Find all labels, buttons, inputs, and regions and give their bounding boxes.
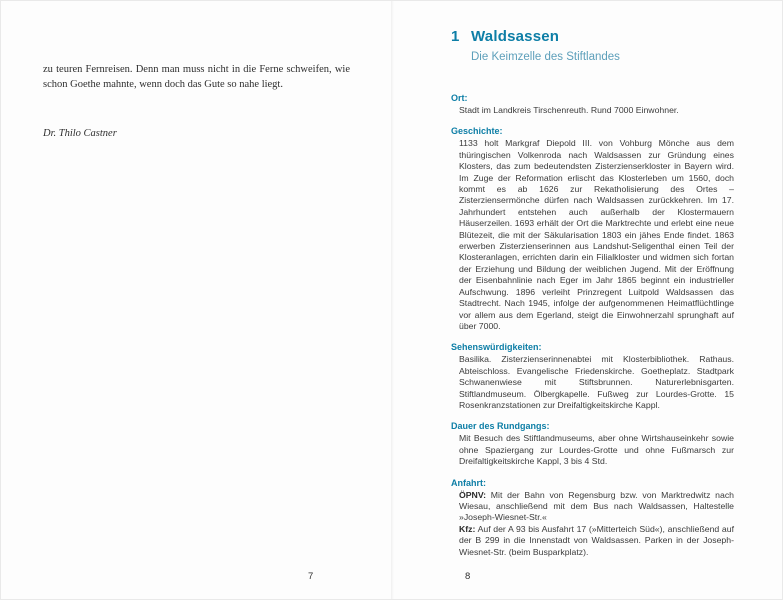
- section-sehenswuerdigkeiten: [451, 342, 734, 411]
- anfahrt-oepnv: [459, 490, 734, 524]
- chapter-title: Waldsassen: [471, 28, 560, 45]
- foreword-text: zu teuren Fernreisen. Denn man muss nicht in die Ferne schweifen, wie schon Goethe mahnte, wenn doch das Gute so nahe liegt.: [43, 64, 350, 90]
- chapter-subtitle: Die Keimzelle des Stiftlandes: [471, 51, 620, 63]
- section-geschichte-text: 1133 holt Markgraf Diepold III. von Vohburg Mönche aus dem thüringischen Volkenroda nach Waldsassen zur Gründung eines Klosters, das zum bedeutendsten Zisterzienserkloster in Bayern wird. Im Zuge der Reformation erlischt das Klosterleben um 1560, doch kommt es ab 1626 zur Rekatholisierung des Ortes – Zisterziensermönche dürfen nach Waldsassen zurückkehren. Im 17. Jahrhundert entstehen auch außerhalb der Klostermauern Häuserzeilen. 1693 erhält der Ort die Marktrechte und erlebt eine neue Blütezeit, die mit der Säkularisation 1803 ein jähes Ende findet. 1863 erwerben Zisterzienserinnen aus Landshut-Seligenthal einen Teil der Klosteranlagen, errichten darin ein Filialkloster und widmen sich fortan der Erziehung und Bildung der weiblichen Jugend. Mit der Eröffnung der Eisenbahnlinie nach Eger im Jahr 1865 beginnt ein industrieller Aufschwung. 1896 verleiht Prinzregent Luitpold Waldsassen das Stadtrecht. Nach 1945, infolge der aufgenommenen Heimatflüchtlinge vor allem aus dem Egerland, steigt die Einwohnerzahl sprunghaft auf über 7000.: [459, 138, 734, 331]
- section-anfahrt-text: [459, 490, 734, 558]
- chapter-heading: [451, 28, 559, 45]
- section-sehenswuerdigkeiten-text: Basilika. Zisterzienserinnenabtei mit Klosterbibliothek. Rathaus. Abteischloss. Evangelische Friedenskirche. Goetheplatz. Stadtpark Schwanenwiese mit Stiftsbrunnen. Naturerlebnisgarten. Stiftlandmuseum. Ölbergkapelle. Fußweg zur Lourdes-Grotte. 15 Rosenkranzstationen zur Dreifaltigkeitskirche Kappl.: [459, 354, 734, 410]
- oepnv-label: ÖPNV:: [459, 489, 487, 500]
- section-dauer: [451, 421, 734, 467]
- chapter-number: 1: [451, 28, 460, 45]
- section-ort: [451, 93, 734, 116]
- section-dauer-label: Dauer des Rundgangs:: [451, 421, 550, 432]
- section-ort-label: Ort:: [451, 93, 468, 103]
- section-geschichte-label: Geschichte:: [451, 126, 503, 137]
- anfahrt-kfz: [459, 524, 734, 558]
- section-anfahrt: [451, 478, 734, 558]
- section-geschichte: [451, 126, 734, 332]
- section-dauer-text: Mit Besuch des Stiftlandmuseums, aber ohne Wirtshauseinkehr sowie ohne Spaziergang zur Lourdes-Grotte und ohne Fußmarsch zur Dreifaltigkeitskirche Kappl, 3 bis 4 Std.: [459, 433, 734, 467]
- page-number-right: 8: [465, 571, 471, 582]
- section-ort-text: Stadt im Landkreis Tirschenreuth. Rund 7000 Einwohner.: [459, 105, 679, 115]
- page-number-left: 7: [308, 571, 314, 582]
- kfz-label: Kfz:: [459, 523, 476, 534]
- chapter-content: [451, 93, 734, 568]
- foreword-author: Dr. Thilo Castner: [43, 128, 117, 139]
- page-gutter: [391, 1, 394, 599]
- kfz-text: Auf der A 93 bis Ausfahrt 17 (»Mitterteich Süd«), anschließend auf der B 299 in die Innenstadt von Waldsassen. Parken in der Joseph-Wiesnet-Str. (beim Busparkplatz).: [459, 523, 734, 557]
- section-sehenswuerdigkeiten-label: Sehenswürdigkeiten:: [451, 342, 542, 353]
- oepnv-text: Mit der Bahn von Regensburg bzw. von Marktredwitz nach Wiesau, anschließend mit dem Bus nach Waldsassen, Haltestelle »Joseph-Wiesnet-Str.«: [459, 489, 734, 523]
- section-anfahrt-label: Anfahrt:: [451, 477, 486, 488]
